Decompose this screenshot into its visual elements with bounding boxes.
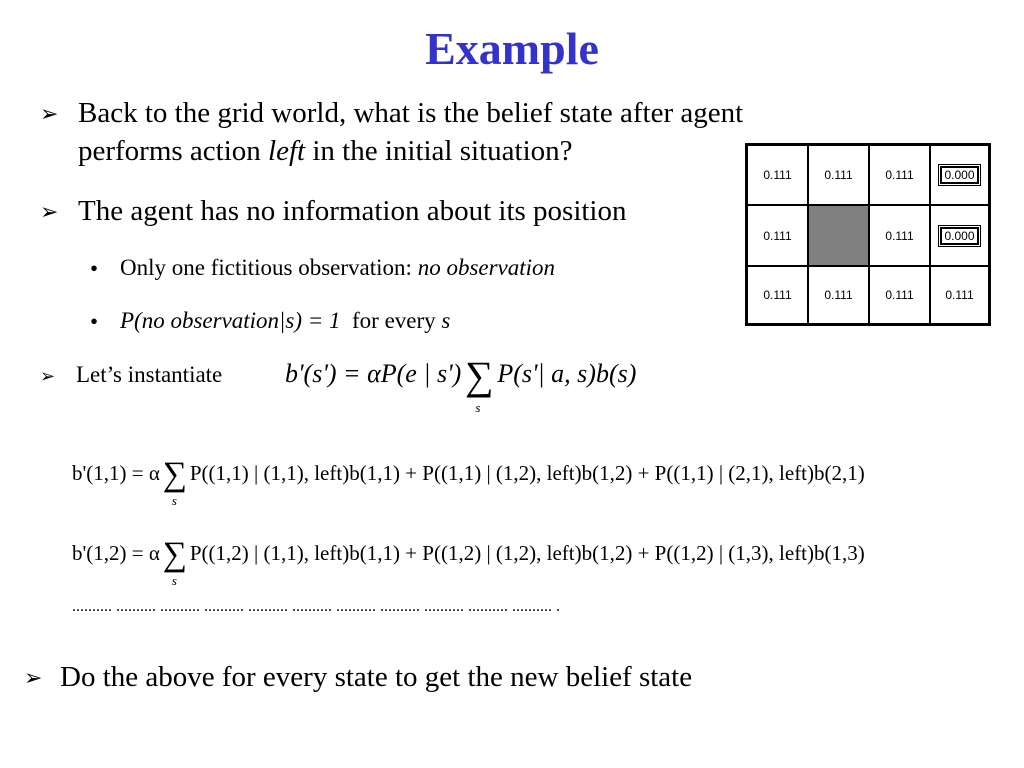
grid-cell: 0.111 [747, 205, 808, 266]
bullet-1-action: left [268, 135, 306, 167]
sub-bullet-2 [120, 306, 450, 336]
equation-1-lhs: b'(1,1) = α [72, 460, 160, 485]
bullet-1-line2-pre: performs action [78, 135, 269, 167]
sum-subscript: s [171, 493, 177, 508]
equation-1 [72, 455, 865, 508]
sub-bullet-2-mid: for every [340, 308, 442, 333]
arrow-bullet-icon: ➢ [40, 200, 59, 225]
arrow-bullet-icon: ➢ [24, 666, 43, 691]
arrow-bullet-icon: ➢ [40, 102, 59, 127]
grid-cell-terminal [930, 205, 989, 266]
terminal-value: 0.000 [940, 166, 978, 184]
sum-symbol: ∑ [162, 456, 187, 493]
grid-cell: 0.111 [869, 266, 930, 324]
bullet-1-line2-post: in the initial situation? [305, 135, 573, 167]
sum-subscript: s [475, 400, 481, 415]
grid-cell: 0.111 [747, 145, 808, 205]
main-formula-lhs: b'(s') = αP(e | s') [285, 358, 462, 388]
equation-2-rhs: P((1,2) | (1,1), left)b(1,1) + P((1,2) | (1,2), left)b(1,2) + P((1,2) | (1,3), left)b(1,3) [189, 540, 865, 565]
equation-2-lhs: b'(1,2) = α [72, 540, 160, 565]
equation-1-rhs: P((1,1) | (1,1), left)b(1,1) + P((1,1) | (1,2), left)b(1,2) + P((1,1) | (2,1), left)b(2,1) [189, 460, 865, 485]
bullet-2-text: The agent has no information about its position [78, 195, 627, 227]
grid-cell: 0.111 [808, 145, 869, 205]
grid-obstacle-cell [808, 205, 869, 266]
slide-title: Example [425, 23, 599, 74]
sub-bullet-1-ital: no observation [417, 255, 556, 280]
sum-symbol: ∑ [162, 536, 187, 573]
main-formula [285, 353, 637, 415]
terminal-value: 0.000 [940, 227, 978, 245]
grid-cell: 0.111 [869, 145, 930, 205]
bullet-1-line1: Back to the grid world, what is the belief state after agent [78, 97, 744, 129]
sub-bullet-1 [120, 253, 555, 283]
grid-cell-terminal [930, 145, 989, 205]
sum-subscript: s [171, 573, 177, 588]
main-formula-rhs: P(s'| a, s)b(s) [497, 358, 637, 388]
equation-2 [72, 535, 865, 588]
continuation-dots: .......... .......... .......... .......... .......... .......... .......... .......... .......... .......... .......... . [72, 598, 560, 615]
bullet-3-text: Let’s instantiate [76, 362, 223, 387]
sub-bullet-2-ital: P(no observation|s) = 1 [120, 308, 341, 333]
sub-bullet-2-s: s [441, 308, 451, 333]
dot-bullet-icon: • [90, 256, 99, 281]
grid-cell: 0.111 [808, 266, 869, 324]
grid-cell: 0.111 [930, 266, 989, 324]
sub-bullet-1-pre: Only one fictitious observation: [120, 255, 418, 280]
dot-bullet-icon: • [90, 309, 99, 334]
arrow-bullet-icon: ➢ [40, 366, 56, 387]
bullet-4-text: Do the above for every state to get the new belief state [60, 661, 693, 693]
grid-cell: 0.111 [869, 205, 930, 266]
grid-world [745, 143, 991, 326]
sum-symbol: ∑ [465, 353, 494, 398]
grid-cell: 0.111 [747, 266, 808, 324]
